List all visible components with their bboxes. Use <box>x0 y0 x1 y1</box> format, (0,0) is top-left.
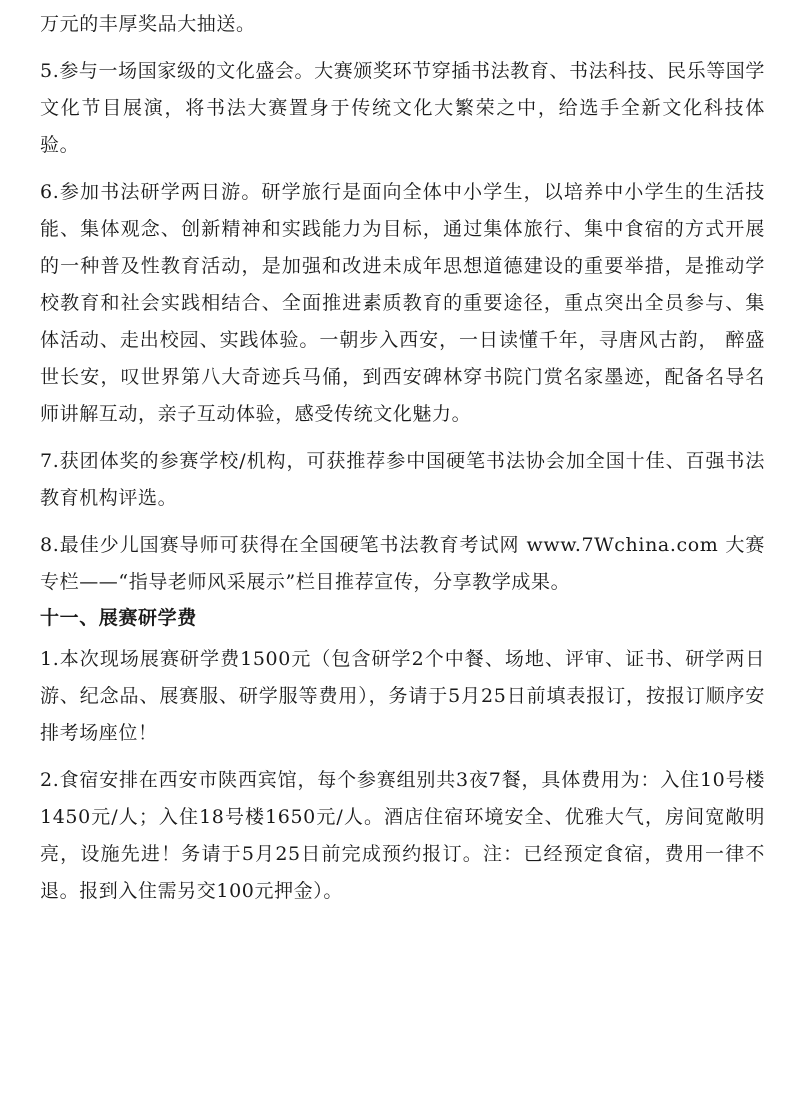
document-page <box>40 6 765 920</box>
section-heading-fees: 十一、展赛研学费 <box>40 607 197 629</box>
paragraph-fee-2: 2.食宿安排在西安市陕西宾馆，每个参赛组别共3夜7餐，具体费用为：入住10号楼1450元/人；入住18号楼1650元/人。酒店住宿环境安全、优雅大气，房间宽敞明亮，设施先进！务请于5月25日前完成预约报订。注：已经预定食宿，费用一律不退。报到入住需另交100元押金）。 <box>40 769 765 902</box>
paragraph-item-7: 7.获团体奖的参赛学校/机构，可获推荐参中国硬笔书法协会加全国十佳、百强书法教育机构评选。 <box>40 450 765 509</box>
paragraph-item-8: 8.最佳少儿国赛导师可获得在全国硬笔书法教育考试网 www.7Wchina.com 大赛专栏——“指导老师风采展示”栏目推荐宣传，分享教学成果。 <box>40 534 765 593</box>
paragraph-prize-draw: 万元的丰厚奖品大抽送。 <box>40 13 256 35</box>
paragraph-fee-1: 1.本次现场展赛研学费1500元（包含研学2个中餐、场地、评审、证书、研学两日游、纪念品、展赛服、研学服等费用），务请于5月25日前填表报订，按报订顺序安排考场座位！ <box>40 648 765 744</box>
paragraph-item-5: 5.参与一场国家级的文化盛会。大赛颁奖环节穿插书法教育、书法科技、民乐等国学文化节目展演，将书法大赛置身于传统文化大繁荣之中，给选手全新文化科技体验。 <box>40 60 765 156</box>
paragraph-item-6: 6.参加书法研学两日游。研学旅行是面向全体中小学生，以培养中小学生的生活技能、集体观念、创新精神和实践能力为目标，通过集体旅行、集中食宿的方式开展的一种普及性教育活动，是加强和改进未成年思想道德建设的重要举措，是推动学校教育和社会实践相结合、全面推进素质教育的重要途径，重点突出全员参与、集体活动、走出校园、实践体验。一朝步入西安，一日读懂千年，寻唐风古韵， 醉盛世长安，叹世界第八大奇迹兵马俑，到西安碑林穿书院门赏名家墨迹，配备名导名师讲解互动，亲子互动体验，感受传统文化魅力。 <box>40 181 765 425</box>
